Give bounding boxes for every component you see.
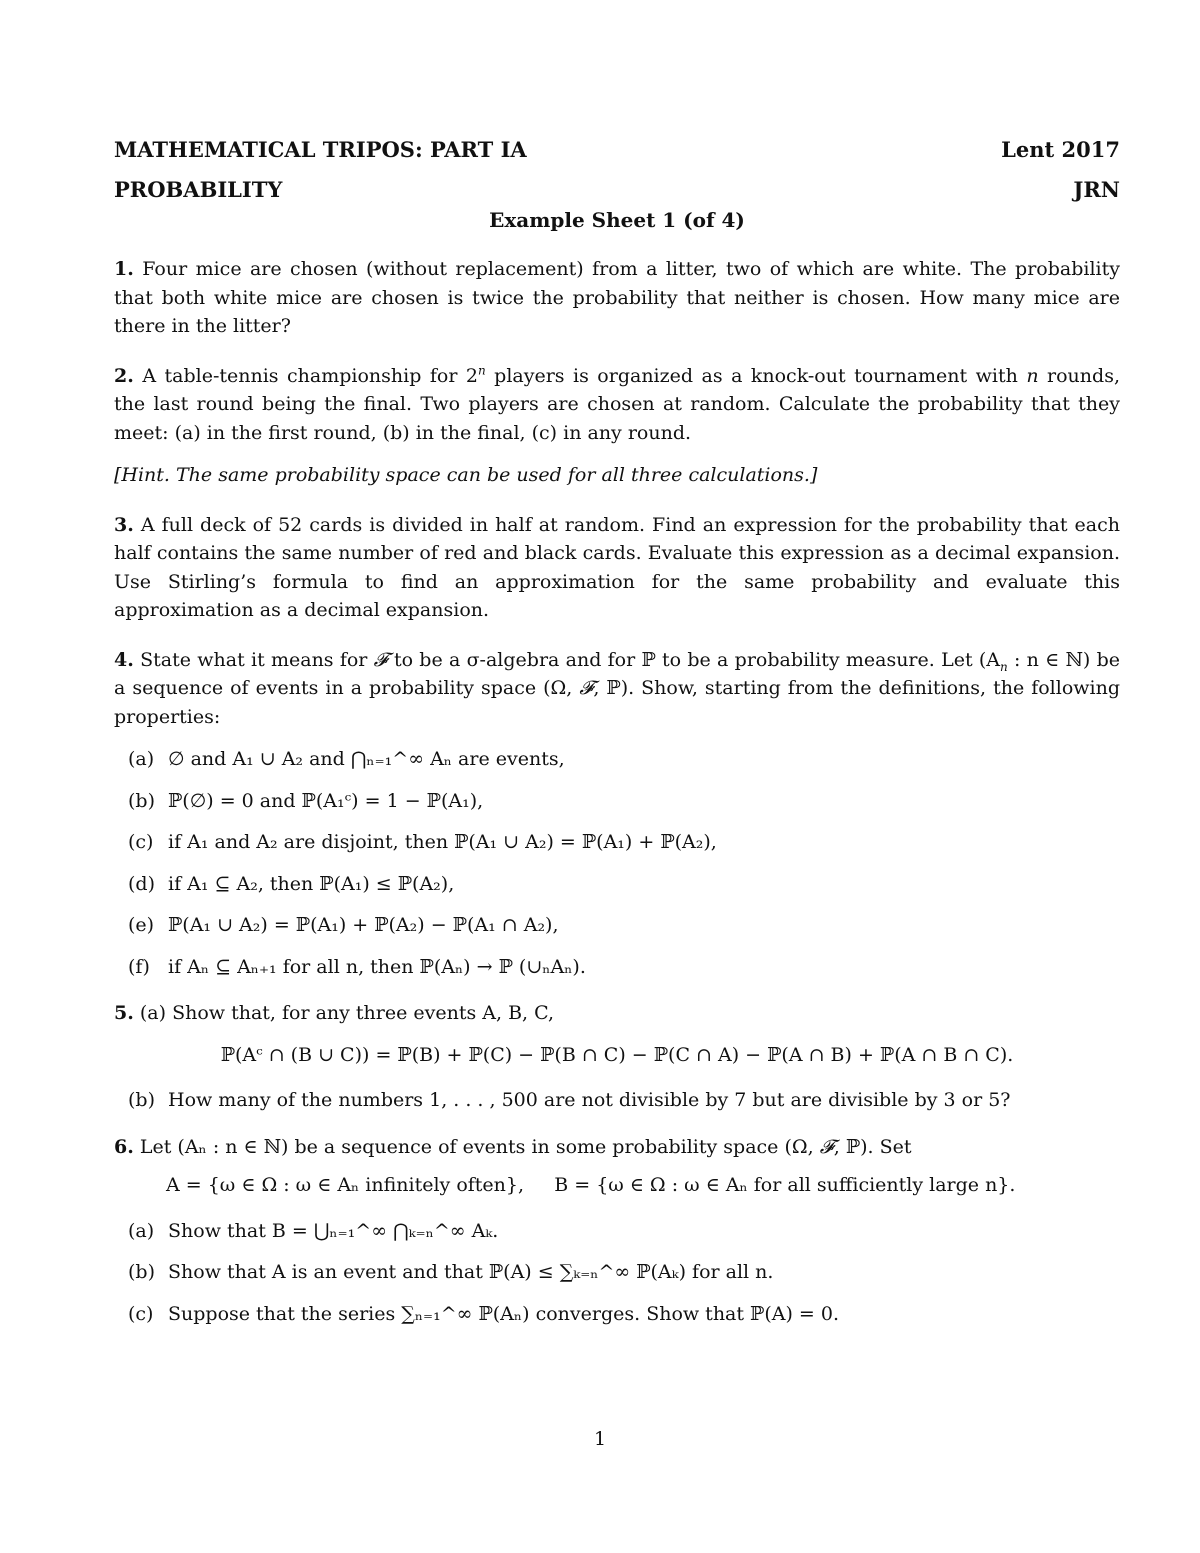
math-sigma-algebra: 𝓕 xyxy=(819,1135,834,1158)
question-4 xyxy=(114,646,1120,732)
question-text-part: Let (Aₙ : n ∈ ℕ) be a sequence of events in some probability space (Ω, xyxy=(139,1135,820,1158)
question-5 xyxy=(114,999,1120,1028)
question-4-part-e xyxy=(128,911,1120,940)
question-text-part: State what it means for xyxy=(140,648,374,671)
page-number: 1 xyxy=(593,1428,607,1450)
question-text-part: to be a σ-algebra and for ℙ to be a probability measure. Let (A xyxy=(387,648,1000,671)
question-text-part: , ℙ). Set xyxy=(833,1135,912,1158)
math-n: n xyxy=(477,363,486,378)
part-text: if Aₙ ⊆ Aₙ₊₁ for all n, then ℙ(Aₙ) → ℙ (∪ₙAₙ). xyxy=(168,955,586,978)
header-row-2 xyxy=(114,176,1120,204)
part-label: (c) xyxy=(128,1302,154,1325)
part-text: if A₁ and A₂ are disjoint, then ℙ(A₁ ∪ A₂) = ℙ(A₁) + ℙ(A₂), xyxy=(168,831,717,853)
question-1 xyxy=(114,255,1120,341)
question-6 xyxy=(114,1133,1120,1162)
part-label: (a) xyxy=(128,748,155,770)
question-3 xyxy=(114,511,1120,625)
question-4-part-f xyxy=(128,953,1120,982)
math-n: n xyxy=(999,659,1008,674)
math-sigma-algebra: 𝓕 xyxy=(373,648,388,671)
subject-title: PROBABILITY xyxy=(114,177,283,202)
question-number: 2. xyxy=(114,364,134,387)
part-label: (d) xyxy=(128,872,155,895)
part-label: (e) xyxy=(128,914,155,936)
questions-body xyxy=(114,255,1120,1341)
question-4-part-c xyxy=(128,828,1120,857)
math-n: n xyxy=(1026,364,1039,387)
question-text-part: : n ∈ ℕ) be a sequence of events in a probability space (Ω, xyxy=(114,648,1120,699)
part-text: ℙ(∅) = 0 and ℙ(A₁ᶜ) = 1 − ℙ(A₁), xyxy=(168,789,484,812)
question-4-part-d xyxy=(128,870,1120,899)
question-number: 6. xyxy=(114,1135,134,1158)
question-number: 4. xyxy=(114,648,134,671)
math-sigma-algebra: 𝓕 xyxy=(579,677,594,699)
question-2-hint: [Hint. The same probability space can be used for all three calculations.] xyxy=(114,464,818,486)
question-text: (a) Show that, for any three events A, B, C, xyxy=(139,1002,555,1024)
part-text: Show that A is an event and that ℙ(A) ≤ ∑ₖ₌ₙ^∞ ℙ(Aₖ) for all n. xyxy=(168,1261,774,1283)
header-row-1 xyxy=(114,136,1120,164)
question-5-part-b xyxy=(128,1086,1120,1115)
question-6-part-a xyxy=(128,1217,1120,1246)
part-label: (b) xyxy=(128,1261,155,1283)
part-label: (b) xyxy=(128,1089,155,1111)
part-label: (a) xyxy=(128,1219,155,1242)
question-6-part-b xyxy=(128,1258,1120,1287)
question-text-part: , ℙ). Show, starting from the definitions, the following properties: xyxy=(114,677,1120,728)
question-number: 3. xyxy=(114,513,134,536)
question-4-part-a xyxy=(128,745,1120,774)
part-text: How many of the numbers 1, . . . , 500 are not divisible by 7 but are divisible by 3 or 5? xyxy=(168,1089,1011,1111)
question-6-part-c xyxy=(128,1300,1120,1329)
question-4-part-b xyxy=(128,787,1120,816)
part-text: ∅ and A₁ ∪ A₂ and ⋂ₙ₌₁^∞ Aₙ are events, xyxy=(168,748,565,770)
part-label: (c) xyxy=(128,831,154,853)
part-text: ℙ(A₁ ∪ A₂) = ℙ(A₁) + ℙ(A₂) − ℙ(A₁ ∩ A₂), xyxy=(168,914,559,936)
question-text: A full deck of 52 cards is divided in half at random. Find an expression for the probability that each half contains the same number of red and black cards. Evaluate this expression as a decimal expansion. Use Stirling’s formula to find an approximation for the same probability and evaluate this approximation as a decimal expansion. xyxy=(114,513,1120,621)
question-text-part: A table-tennis championship for 2 xyxy=(142,364,478,387)
question-5-display-equation: ℙ(Aᶜ ∩ (B ∪ C)) = ℙ(B) + ℙ(C) − ℙ(B ∩ C) − ℙ(C ∩ A) − ℙ(A ∩ B) + ℙ(A ∩ B ∩ C). xyxy=(220,1043,1014,1066)
term-label: Lent 2017 xyxy=(1001,137,1120,162)
part-label: (f) xyxy=(128,955,150,978)
part-text: Show that B = ⋃ₙ₌₁^∞ ⋂ₖ₌ₙ^∞ Aₖ. xyxy=(168,1219,499,1242)
part-text: Suppose that the series ∑ₙ₌₁^∞ ℙ(Aₙ) converges. Show that ℙ(A) = 0. xyxy=(168,1302,840,1325)
question-text-part: rounds, the last round being the final. Two players are chosen at random. Calculate the probability that they meet: (a) in the first round, (b) in the final, (c) in any round. xyxy=(114,364,1120,444)
question-number: 1. xyxy=(114,258,134,280)
question-number: 5. xyxy=(114,1002,134,1024)
course-title: MATHEMATICAL TRIPOS: PART IA xyxy=(114,137,527,162)
sheet-title: Example Sheet 1 (of 4) xyxy=(489,208,745,232)
part-text: if A₁ ⊆ A₂, then ℙ(A₁) ≤ ℙ(A₂), xyxy=(168,872,455,895)
part-label: (b) xyxy=(128,789,155,812)
lecturer-initials: JRN xyxy=(1073,177,1120,202)
question-text-part: players is organized as a knock-out tournament with xyxy=(485,364,1027,387)
question-6-display-equation: A = {ω ∈ Ω : ω ∈ Aₙ infinitely often}, B = {ω ∈ Ω : ω ∈ Aₙ for all sufficiently large n}. xyxy=(166,1174,1016,1196)
question-text: Four mice are chosen (without replacement) from a litter, two of which are white. The probability that both white mice are chosen is twice the probability that neither is chosen. How many mice are there in the litter? xyxy=(114,258,1120,337)
question-2 xyxy=(114,362,1120,448)
